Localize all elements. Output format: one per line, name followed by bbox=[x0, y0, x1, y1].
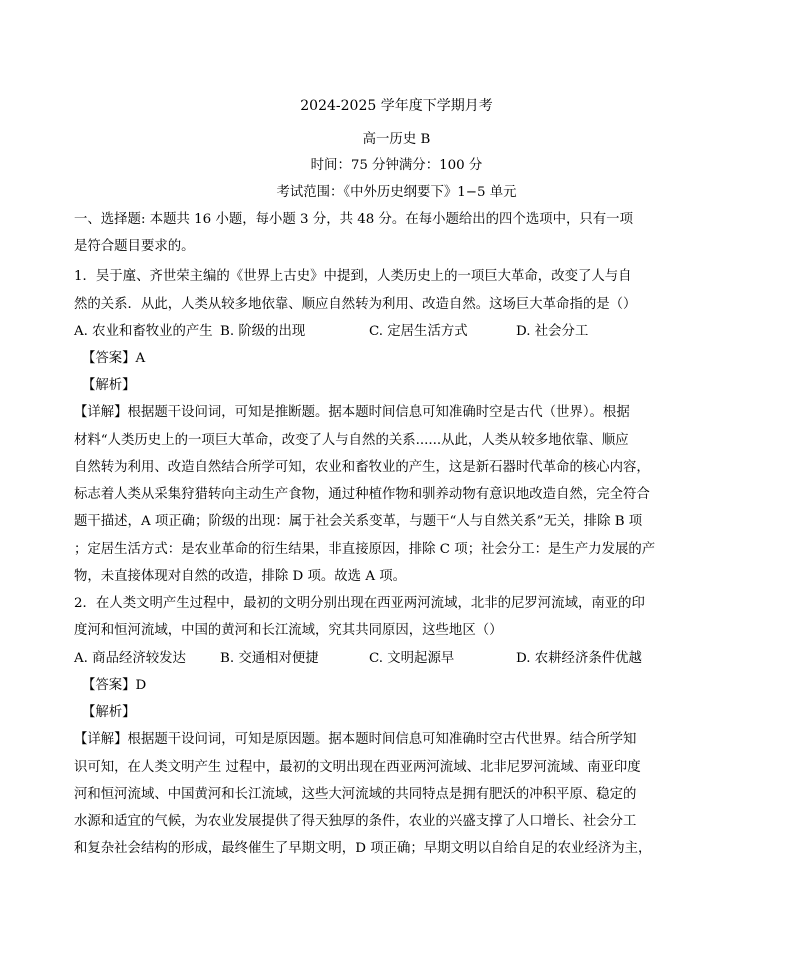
section-heading-line2: 是符合题目要求的。 bbox=[74, 239, 195, 254]
q2-detail-line: 河和恒河流域、中国黄河和长江流域，这些大河流域的共同特点是拥有肥沃的冲积平原、稳定的 bbox=[74, 787, 637, 802]
q2-stem-line2: 度河和恒河流域，中国的黄河和长江流域，究其共同原因，这些地区（） bbox=[74, 623, 503, 638]
q1-detail-line: 材料“人类历史上的一项巨大革命，改变了人与自然的关系......从此，人类从较多地依靠、顺应 bbox=[74, 433, 629, 448]
q2-detail-line: 和复杂社会结构的形成，最终催生了早期文明，D 项正确；早期文明以自给自足的农业经济为主， bbox=[74, 841, 652, 856]
q1-option-c: C. 定居生活方式 bbox=[369, 324, 468, 339]
q1-detail-line: 标志着人类从采集狩猎转向主动生产食物，通过种植作物和驯养动物有意识地改造自然，完全符合 bbox=[74, 487, 650, 502]
exam-title: 2024-2025 学年度下学期月考 bbox=[300, 98, 493, 114]
q2-detail-line: 【详解】根据题干设问词，可知是原因题。据本题时间信息可知准确时空古代世界。结合所学知 bbox=[74, 732, 637, 747]
q1-detail-line: 自然转为利用、改造自然结合所学可知，农业和畜牧业的产生，这是新石器时代革命的核心内容， bbox=[74, 460, 650, 475]
q2-option-b: B. 交通相对便捷 bbox=[220, 651, 319, 666]
q1-detail-line: ；定居生活方式：是农业革命的衍生结果，非直接原因，排除 C 项；社会分工：是生产力发展的产 bbox=[74, 542, 656, 557]
q2-analysis-label: 【解析】 bbox=[82, 705, 136, 720]
q1-option-d: D. 社会分工 bbox=[516, 324, 589, 339]
exam-time-info: 时间：75 分钟满分：100 分 bbox=[310, 158, 483, 173]
q1-answer: 【答案】A bbox=[82, 351, 146, 366]
q1-option-a: A. 农业和畜牧业的产生 bbox=[74, 324, 213, 339]
q1-stem-line1: 1．吴于廑、齐世荣主编的《世界上古史》中提到，人类历史上的一项巨大革命，改变了人与自 bbox=[74, 269, 632, 284]
q1-detail-line: 题干描述，A 项正确；阶级的出现：属于社会关系变革，与题干“人与自然关系”无关，排除 B 项 bbox=[74, 514, 643, 529]
q2-detail-line: 水源和适宜的气候，为农业发展提供了得天独厚的条件，农业的兴盛支撑了人口增长、社会分工 bbox=[74, 814, 637, 829]
section-heading-line1: 一、选择题: 本题共 16 小题，每小题 3 分，共 48 分。在每小题给出的四个选项中，只有一项 bbox=[74, 212, 633, 227]
q1-option-b: B. 阶级的出现 bbox=[220, 324, 306, 339]
q2-option-c: C. 文明起源早 bbox=[369, 651, 455, 666]
q1-detail-line: 物，未直接体现对自然的改造，排除 D 项。故选 A 项。 bbox=[74, 569, 407, 584]
q1-stem-line2: 然的关系．从此，人类从较多地依靠、顺应自然转为利用、改造自然。这场巨大革命指的是（） bbox=[74, 297, 637, 312]
q2-option-a: A. 商品经济较发达 bbox=[74, 651, 186, 666]
exam-subject: 高一历史 B bbox=[362, 132, 431, 147]
q2-answer: 【答案】D bbox=[82, 678, 147, 693]
q1-detail-line: 【详解】根据题干设问词，可知是推断题。据本题时间信息可知准确时空是古代（世界）。根据 bbox=[74, 405, 630, 420]
q2-stem-line1: 2．在人类文明产生过程中，最初的文明分别出现在西亚两河流域，北非的尼罗河流域，南亚的印 bbox=[74, 596, 645, 611]
q2-option-d: D. 农耕经济条件优越 bbox=[516, 651, 642, 666]
q2-detail-line: 识可知，在人类文明产生 过程中，最初的文明出现在西亚两河流域、北非尼罗河流域、南亚印度 bbox=[74, 760, 641, 775]
q1-analysis-label: 【解析】 bbox=[82, 378, 136, 393]
exam-scope: 考试范围：《中外历史纲要下》1−5 单元 bbox=[276, 185, 517, 200]
